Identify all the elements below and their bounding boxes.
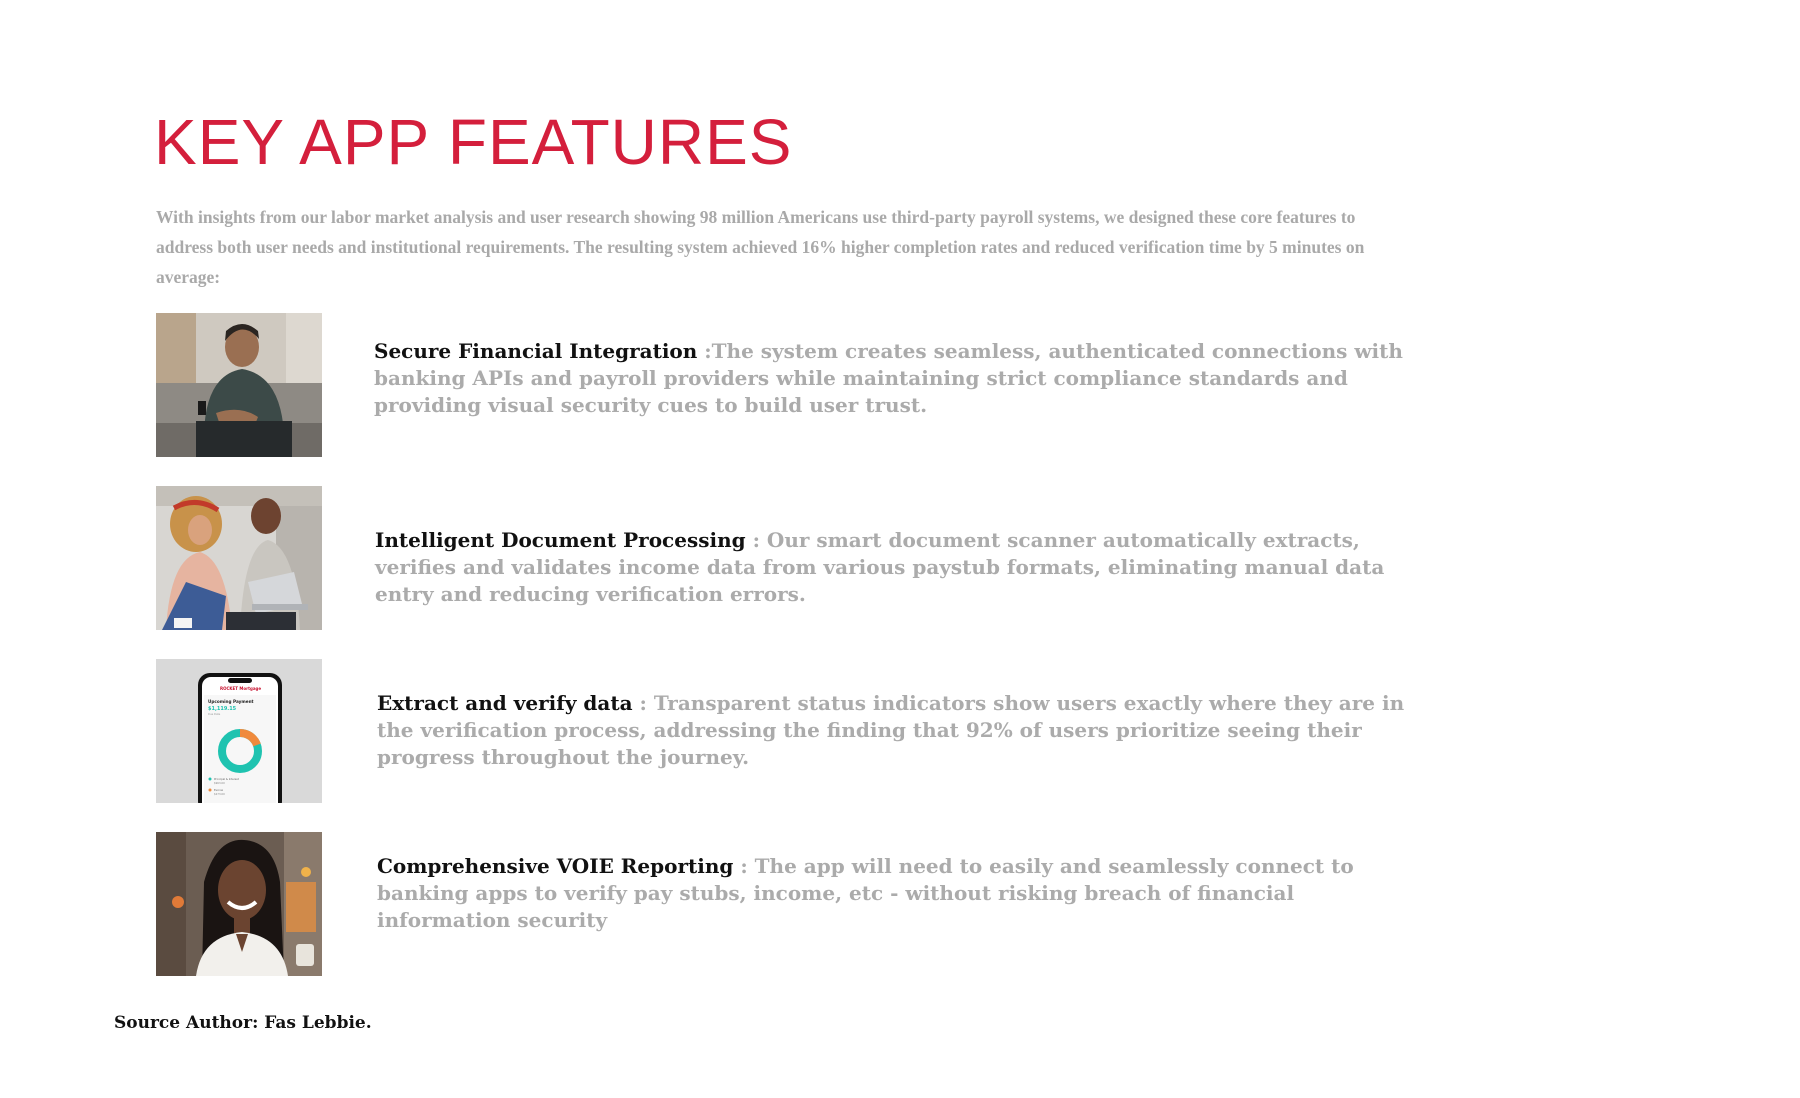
mockup-legend-2-value: $273.00 <box>214 793 225 796</box>
mockup-legend-2: Escrow <box>214 789 224 792</box>
feature-separator: : <box>632 691 654 715</box>
feature-image-smiling-woman <box>156 832 322 976</box>
feature-separator: : <box>697 339 712 363</box>
mockup-amount: $1,119.15 <box>208 706 237 712</box>
feature-title: Secure Financial Integration <box>374 339 698 363</box>
mockup-due-label: Due Date <box>208 713 221 716</box>
page-title: KEY APP FEATURES <box>154 106 793 178</box>
feature-title: Comprehensive VOIE Reporting <box>377 854 734 878</box>
feature-description: Transparent status indicators show users exactly where they are in the verification process, addressing the finding that 92% of users prioritize seeing their progress throughout the journey. <box>377 691 1405 769</box>
mockup-legend-1-value: $963.00 <box>214 782 225 785</box>
feature-image-couple-laptop <box>156 486 322 630</box>
feature-text <box>377 853 1417 934</box>
feature-description: The system creates seamless, authenticated connections with banking APIs and payroll providers while maintaining strict compliance standards and providing visual security cues to build user trust. <box>374 339 1403 417</box>
feature-separator: : <box>733 854 755 878</box>
mockup-card-title: Upcoming Payment <box>208 699 254 704</box>
mockup-legend-1: Principal & Interest <box>214 778 239 781</box>
feature-separator: : <box>745 528 767 552</box>
feature-text <box>374 338 1414 419</box>
feature-description: The app will need to easily and seamlessly connect to banking apps to verify pay stubs, income, etc - without risking breach of financial information security <box>377 854 1354 932</box>
mockup-brand: ROCKET Mortgage <box>220 686 262 691</box>
feature-title: Extract and verify data <box>377 691 633 715</box>
feature-text <box>377 690 1417 771</box>
feature-image-man-phone <box>156 313 322 457</box>
source-credit: Source Author: Fas Lebbie. <box>114 1013 372 1033</box>
feature-text <box>375 527 1415 608</box>
intro-paragraph: With insights from our labor market analysis and user research showing 98 million Americans use third-party payroll systems, we designed these core features to address both user needs and institutional requirements. The resulting system achieved 16% higher completion rates and reduced verification time by 5 minutes on average: <box>156 207 1365 287</box>
feature-description: Our smart document scanner automatically extracts, verifies and validates income data from various paystub formats, eliminating manual data entry and reducing verification errors. <box>375 528 1385 606</box>
feature-image-phone-mockup <box>156 659 322 803</box>
feature-title: Intelligent Document Processing <box>375 528 746 552</box>
